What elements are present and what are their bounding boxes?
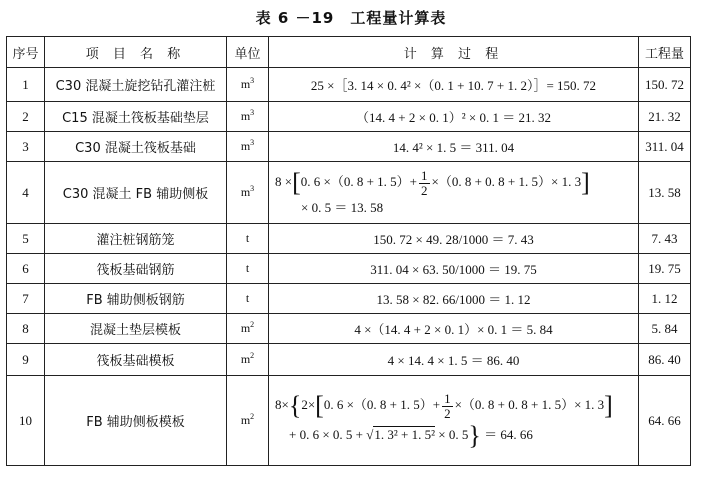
fraction-denominator: 2 — [444, 406, 451, 421]
calc-line-2: × 0. 5 ＝ 13. 58 — [301, 200, 384, 216]
row-name: C15 混凝土筏板基础垫层 — [45, 102, 227, 132]
row-name: 灌注桩钢筋笼 — [45, 224, 227, 254]
row-name: C30 混凝土 FB 辅助侧板 — [45, 162, 227, 224]
row-name: 筏板基础模板 — [45, 344, 227, 376]
row-unit — [227, 284, 269, 314]
fraction — [419, 169, 430, 197]
row-unit — [227, 376, 269, 466]
unit-base: m — [240, 413, 251, 427]
row-seq: 8 — [7, 314, 45, 344]
row-qty: 19. 75 — [639, 254, 691, 284]
row-seq: 7 — [7, 284, 45, 314]
row-calc: 4 ×（14. 4 + 2 × 0. 1）× 0. 1 ＝ 5. 84 — [269, 314, 639, 344]
table-row — [7, 162, 691, 224]
brace-close-icon: } — [468, 420, 481, 450]
row-calc: 14. 4² × 1. 5 ＝ 311. 04 — [269, 132, 639, 162]
unit-base: t — [245, 291, 250, 305]
row-name: C30 混凝土筏板基础 — [45, 132, 227, 162]
row-seq: 2 — [7, 102, 45, 132]
row-calc: 150. 72 × 49. 28/1000 ＝ 7. 43 — [269, 224, 639, 254]
row-calc: 25 ×［3. 14 × 0. 4² ×（0. 1 + 10. 7 + 1. 2）］= 150. 72 — [269, 68, 639, 102]
unit-exp: 2 — [250, 351, 255, 360]
table-row — [7, 254, 691, 284]
row-name: C30 混凝土旋挖钻孔灌注桩 — [45, 68, 227, 102]
row-seq: 5 — [7, 224, 45, 254]
fraction-denominator: 2 — [421, 182, 428, 198]
row-seq: 4 — [7, 162, 45, 224]
unit-exp: 3 — [250, 76, 255, 85]
calc-part: 2× — [301, 397, 316, 413]
fraction-numerator: 1 — [444, 391, 451, 407]
row-qty: 150. 72 — [639, 68, 691, 102]
calc-line-1 — [275, 169, 638, 197]
row-name: 筏板基础钢筋 — [45, 254, 227, 284]
row-seq: 9 — [7, 344, 45, 376]
row-qty: 21. 32 — [639, 102, 691, 132]
bracket-close-icon: ] — [581, 168, 590, 197]
table-row — [7, 68, 691, 102]
calc-line-2 — [275, 420, 638, 450]
unit-exp: 2 — [250, 412, 255, 421]
fraction — [442, 392, 453, 420]
row-name: FB 辅助侧板钢筋 — [45, 284, 227, 314]
unit-base: m — [240, 139, 251, 153]
calc-part: 0. 6 ×（0. 8 + 1. 5）+ — [323, 397, 441, 413]
row-qty: 1. 12 — [639, 284, 691, 314]
row-qty: 64. 66 — [639, 376, 691, 466]
row-calc: （14. 4 + 2 × 0. 1）² × 0. 1 ＝ 21. 32 — [269, 102, 639, 132]
calc-part: × 0. 5 — [438, 426, 469, 442]
table-row — [7, 376, 691, 466]
calc-part: ×（0. 8 + 0. 8 + 1. 5）× 1. 3 — [454, 397, 605, 413]
row-unit — [227, 254, 269, 284]
sqrt-icon: √ — [366, 426, 374, 442]
table-row — [7, 132, 691, 162]
row-seq: 3 — [7, 132, 45, 162]
unit-base: m — [240, 185, 251, 199]
row-qty: 13. 58 — [639, 162, 691, 224]
table-row — [7, 344, 691, 376]
row-seq: 1 — [7, 68, 45, 102]
calc-part: + 0. 6 × 0. 5 + — [289, 426, 363, 442]
unit-base: m — [240, 321, 251, 335]
calc-part: 0. 6 ×（0. 8 + 1. 5）+ — [300, 173, 418, 189]
header-seq: 序号 — [7, 37, 45, 68]
header-name: 项 目 名 称 — [45, 37, 227, 68]
row-calc: 4 × 14. 4 × 1. 5 ＝ 86. 40 — [269, 344, 639, 376]
row-unit — [227, 132, 269, 162]
unit-base: t — [245, 231, 250, 245]
table-row — [7, 102, 691, 132]
table-title: 表 6 －19 工程量计算表 — [255, 9, 447, 27]
row-unit — [227, 68, 269, 102]
unit-exp: 3 — [250, 184, 255, 193]
table-row — [7, 314, 691, 344]
bracket-close-icon: ] — [604, 391, 613, 421]
row-unit — [227, 224, 269, 254]
table-row — [7, 284, 691, 314]
row-calc — [269, 162, 639, 224]
unit-base: t — [245, 261, 250, 275]
calc-part: 8 × — [275, 173, 293, 189]
header-calc: 计 算 过 程 — [269, 37, 639, 68]
header-unit: 单位 — [227, 37, 269, 68]
row-name: 混凝土垫层模板 — [45, 314, 227, 344]
row-name: FB 辅助侧板模板 — [45, 376, 227, 466]
row-qty: 5. 84 — [639, 314, 691, 344]
unit-base: m — [240, 109, 251, 123]
quantity-table — [6, 36, 691, 466]
calc-part: 8× — [275, 397, 289, 413]
unit-exp: 3 — [250, 108, 255, 117]
calc-line-1 — [275, 392, 638, 420]
brace-open-icon: { — [288, 391, 302, 421]
unit-exp: 3 — [250, 138, 255, 147]
row-calc: 311. 04 × 63. 50/1000 ＝ 19. 75 — [269, 254, 639, 284]
bracket-open-icon: [ — [315, 391, 324, 421]
row-unit — [227, 314, 269, 344]
table-row — [7, 224, 691, 254]
row-qty: 311. 04 — [639, 132, 691, 162]
unit-base: m — [240, 352, 251, 366]
sqrt-content: 1. 3² + 1. 5² — [374, 426, 436, 442]
row-qty: 7. 43 — [639, 224, 691, 254]
unit-exp: 2 — [250, 320, 255, 329]
row-seq: 10 — [7, 376, 45, 466]
row-unit — [227, 102, 269, 132]
row-calc — [269, 376, 639, 466]
row-unit — [227, 344, 269, 376]
row-qty: 86. 40 — [639, 344, 691, 376]
row-calc: 13. 58 × 82. 66/1000 ＝ 1. 12 — [269, 284, 639, 314]
unit-base: m — [240, 77, 251, 91]
calc-part: ＝ 64. 66 — [484, 426, 533, 442]
calc-part: ×（0. 8 + 0. 8 + 1. 5）× 1. 3 — [431, 173, 582, 189]
bracket-open-icon: [ — [292, 168, 301, 197]
header-row — [7, 37, 691, 68]
fraction-numerator: 1 — [421, 167, 428, 183]
row-unit — [227, 162, 269, 224]
header-qty: 工程量 — [639, 37, 691, 68]
row-seq: 6 — [7, 254, 45, 284]
